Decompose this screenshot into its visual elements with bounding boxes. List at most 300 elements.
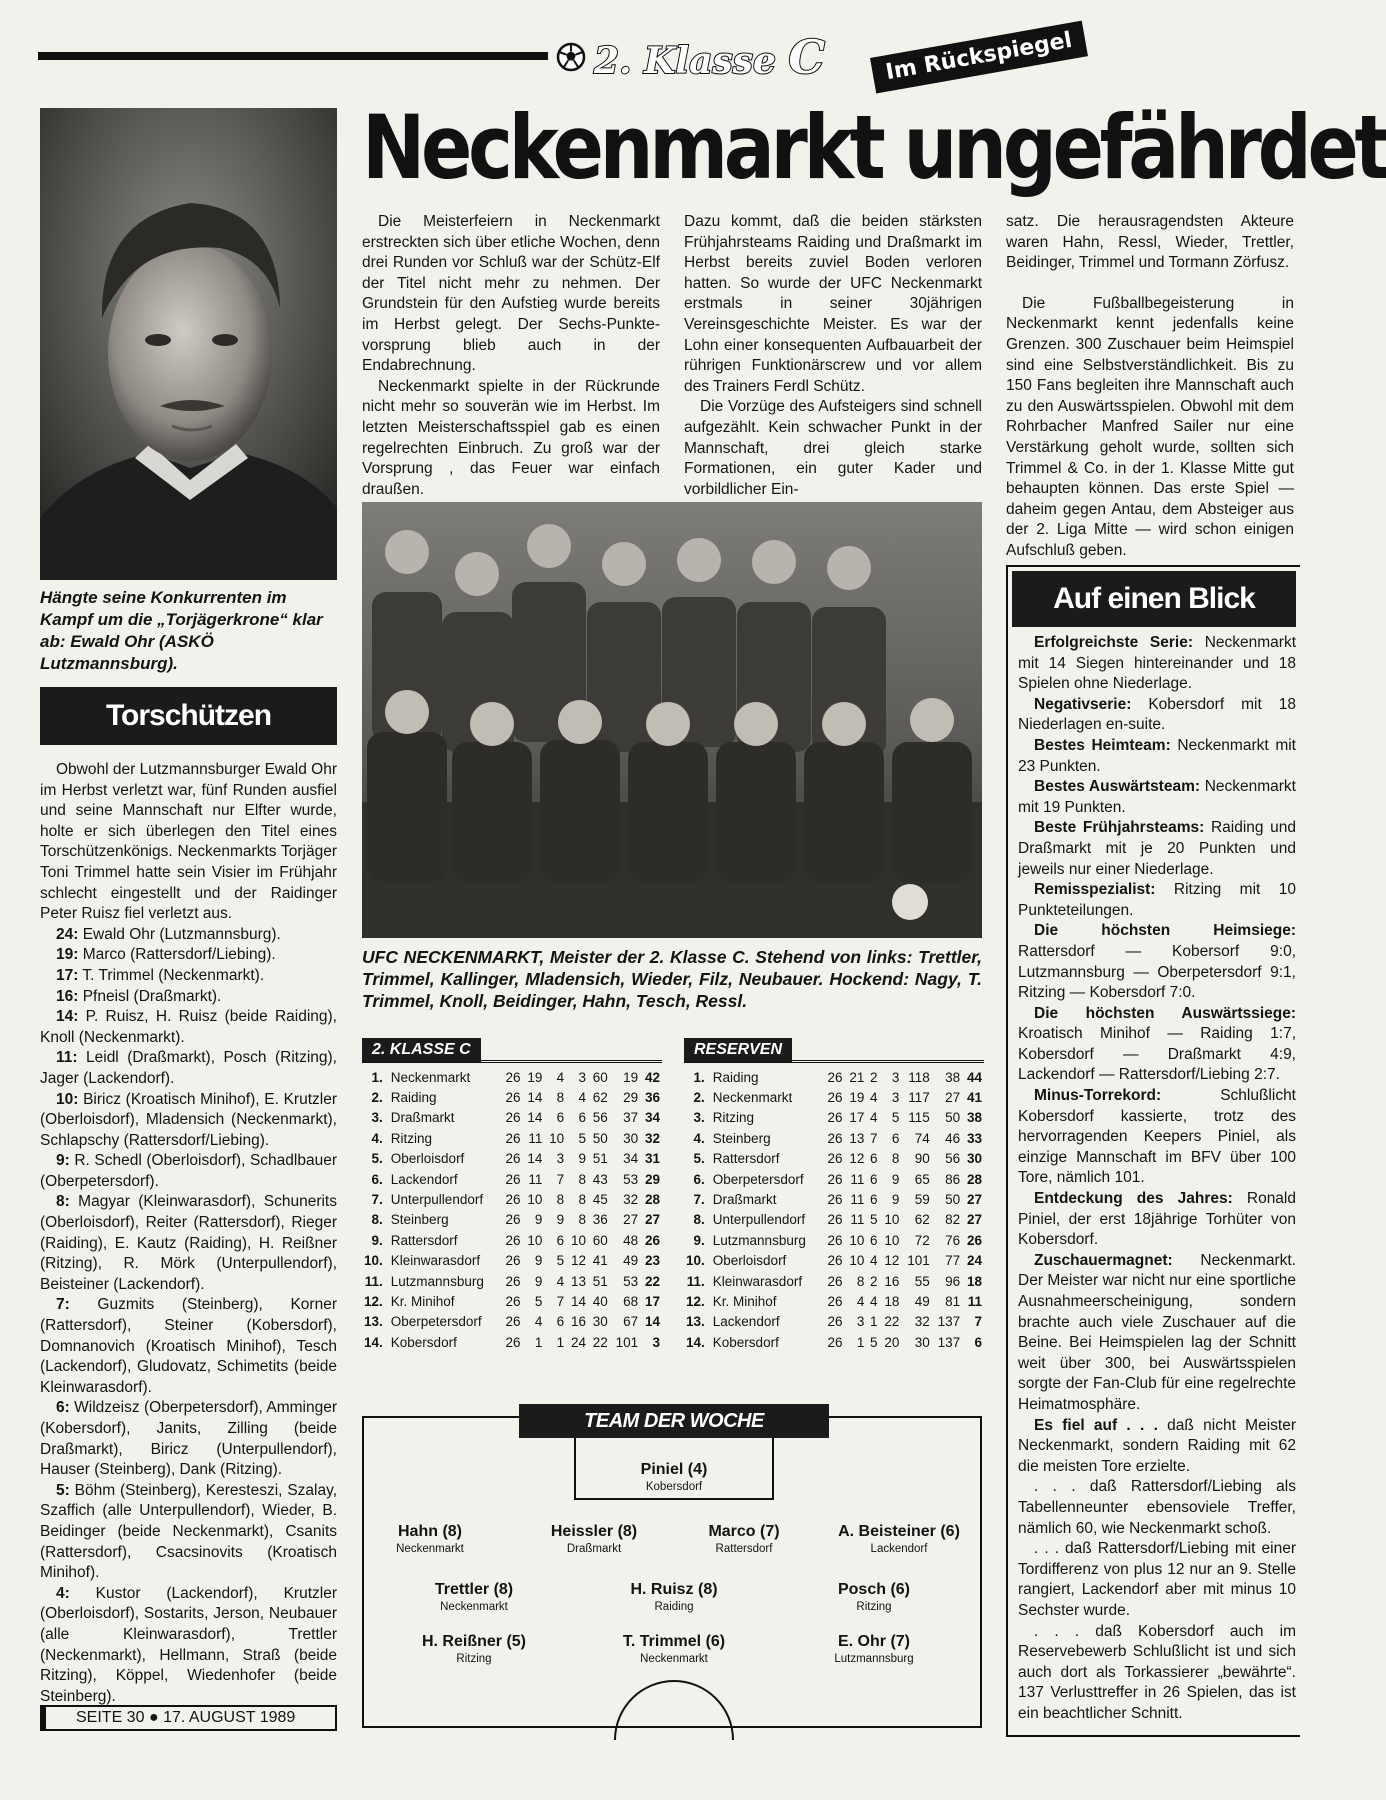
table-rank: 9. bbox=[693, 1232, 705, 1248]
header-rule-left bbox=[38, 52, 548, 60]
glance-item bbox=[1018, 736, 1296, 777]
table-cell: 37 bbox=[623, 1110, 639, 1126]
reserve-table-title bbox=[684, 1038, 792, 1062]
table-cell: 22 bbox=[884, 1314, 900, 1330]
table-cell: 26 bbox=[505, 1293, 521, 1309]
table-cell: 40 bbox=[592, 1293, 608, 1309]
table-cell: 8 bbox=[856, 1273, 865, 1289]
table-points: 42 bbox=[644, 1069, 660, 1085]
table-cell: 21 bbox=[849, 1069, 865, 1085]
article-col3-p2: Die Fußballbegeisterung in Neckenmarkt kennt jedenfalls keine Grenzen. 300 Zuschauer beim Heimspiel sind eine Selbstverständlichkeit. Bis zu 150 Fans begleiten ihre Mannschaft auch zu den Auswärtsspielen. Obwohl mit dem Rohrbacher Manfred Sailer nur eine Verstärkung geholt wurde, sollten sich Trimmel & Co. in der 1. Klasse Mitte gut behaupten können. Das erste Spiel — daheim gegen Antau, dem Absteiger aus der 2. Liga Mitte — wird schon einigen Aufschluß geben. bbox=[1006, 294, 1294, 559]
table-cell: 62 bbox=[914, 1212, 930, 1228]
table-row bbox=[362, 1067, 662, 1087]
portrait-photo bbox=[40, 108, 337, 580]
pitch-center-arc bbox=[614, 1680, 734, 1740]
table-cell: 4 bbox=[578, 1090, 586, 1106]
table-team: Oberpetersdorf bbox=[712, 1171, 804, 1187]
team-photo-caption-text: UFC NECKENMARKT, Meister der 2. Klasse C. Stehend von links: Trettler, Trimmel, Kallinger, Mladensich, Wieder, Filz, Neubauer. Hockend: Nagy, T. Trimmel, Knoll, Beidinger, Hahn, Tesch, Ressl. bbox=[362, 947, 982, 1011]
table-cell: 10 bbox=[884, 1232, 900, 1248]
scorer-entry bbox=[40, 1090, 337, 1152]
team-player bbox=[819, 1522, 979, 1556]
table-cell: 49 bbox=[914, 1293, 930, 1309]
scorer-entry bbox=[40, 1048, 337, 1089]
table-points: 26 bbox=[644, 1232, 660, 1248]
scorer-names: Wildzeisz (Oberpetersdorf), Amminger (Kobersdorf), Janits, Zilling (beide Draßmarkt), Biricz (Unterpullendorf), Hauser (Steinberg), Dank (Ritzing). bbox=[40, 1399, 337, 1479]
table-cell: 9 bbox=[891, 1171, 900, 1187]
table-rank: 10. bbox=[364, 1253, 383, 1269]
glance-items bbox=[1008, 627, 1300, 1724]
table-points: 7 bbox=[974, 1314, 982, 1330]
table-points: 11 bbox=[967, 1293, 982, 1309]
table-points: 22 bbox=[644, 1273, 660, 1289]
table-row bbox=[362, 1210, 662, 1230]
team-player-name: Heissler (8) bbox=[550, 1523, 638, 1540]
scorer-names: T. Trimmel (Neckenmarkt). bbox=[78, 966, 265, 984]
table-cell: 5 bbox=[870, 1212, 878, 1228]
table-cell: 26 bbox=[827, 1314, 843, 1330]
section-label-text: 2. Klasse bbox=[594, 40, 776, 82]
table-rank: 9. bbox=[371, 1232, 383, 1248]
table-rank: 14. bbox=[364, 1334, 383, 1350]
table-cell: 17 bbox=[849, 1110, 865, 1126]
scorer-goals: 8: bbox=[56, 1193, 70, 1211]
team-player-club: Neckenmarkt bbox=[440, 1601, 508, 1613]
table-cell: 10 bbox=[549, 1130, 565, 1146]
glance-item bbox=[1018, 777, 1296, 818]
table-cell: 72 bbox=[914, 1232, 930, 1248]
team-player-name: Piniel (4) bbox=[640, 1461, 708, 1478]
glance-item bbox=[1018, 1416, 1296, 1478]
table-rank: 2. bbox=[693, 1090, 705, 1106]
table-points: 17 bbox=[644, 1293, 660, 1309]
table-cell: 26 bbox=[505, 1130, 521, 1146]
table-cell: 1 bbox=[870, 1314, 878, 1330]
table-cell: 11 bbox=[528, 1171, 543, 1187]
table-cell: 9 bbox=[556, 1212, 565, 1228]
table-cell: 6 bbox=[891, 1130, 900, 1146]
glance-item bbox=[1018, 633, 1296, 695]
team-player-club: Ritzing bbox=[856, 1601, 892, 1613]
glance-item-label: Bestes Auswärtsteam: bbox=[1034, 778, 1201, 796]
table-row bbox=[362, 1108, 662, 1128]
table-cell: 56 bbox=[592, 1110, 608, 1126]
scorer-entry bbox=[40, 1192, 337, 1295]
glance-item-label: Negativserie: bbox=[1034, 695, 1132, 713]
table-cell: 8 bbox=[578, 1171, 586, 1187]
table-cell: 90 bbox=[914, 1151, 930, 1167]
glance-item-text: Neckenmarkt mit 19 Punkten. bbox=[1018, 778, 1296, 816]
table-cell: 56 bbox=[945, 1151, 961, 1167]
table-cell: 53 bbox=[623, 1171, 639, 1187]
table-cell: 7 bbox=[556, 1171, 565, 1187]
table-cell: 51 bbox=[592, 1273, 608, 1289]
table-team: Rattersdorf bbox=[390, 1232, 458, 1248]
article-col1-p1: Die Meisterfeiern in Neckenmarkt erstreckten sich über etliche Wochen, denn drei Runden vor Schluß war der Schütz-Elf der Titel nicht mehr zu nehmen. Der Grundstein für den Aufstieg wurde bereits im Herbst gelegt. Der Sechs-Punkte-vorsprung blieb auch in der Endabrechnung. bbox=[362, 213, 660, 375]
scorer-names: Ewald Ohr (Lutzmannsburg). bbox=[78, 925, 281, 943]
table-cell: 115 bbox=[908, 1110, 930, 1126]
table-cell: 8 bbox=[556, 1090, 565, 1106]
table-team: Kobersdorf bbox=[712, 1334, 779, 1350]
table-team: Lackendorf bbox=[390, 1171, 458, 1187]
team-player bbox=[794, 1632, 954, 1666]
table-points: 23 bbox=[644, 1253, 660, 1269]
table-cell: 34 bbox=[623, 1151, 639, 1167]
table-cell: 68 bbox=[623, 1293, 639, 1309]
table-points: 41 bbox=[966, 1090, 982, 1106]
table-cell: 59 bbox=[914, 1192, 930, 1208]
table-team: Draßmarkt bbox=[712, 1192, 777, 1208]
table-rank: 11. bbox=[364, 1273, 383, 1289]
table-points: 27 bbox=[966, 1192, 982, 1208]
article-col-3 bbox=[1006, 212, 1294, 562]
team-player-club: Raiding bbox=[654, 1601, 694, 1613]
scorer-names: P. Ruisz, H. Ruisz (beide Raiding), Knoll (Neckenmarkt). bbox=[40, 1008, 337, 1046]
article-col-2 bbox=[684, 212, 982, 500]
table-row bbox=[362, 1169, 662, 1189]
table-cell: 7 bbox=[870, 1130, 878, 1146]
table-cell: 11 bbox=[850, 1212, 865, 1228]
table-row bbox=[362, 1149, 662, 1169]
table-cell: 6 bbox=[870, 1232, 878, 1248]
glance-item-text: daß nicht Meister Neckenmarkt, sondern Raiding mit 62 die meisten Tore erzielte. bbox=[1018, 1416, 1296, 1475]
table-cell: 38 bbox=[945, 1069, 961, 1085]
table-cell: 8 bbox=[578, 1212, 586, 1228]
table-row bbox=[362, 1271, 662, 1291]
table-points: 32 bbox=[644, 1130, 660, 1146]
team-player-name: Hahn (8) bbox=[398, 1523, 462, 1540]
table-cell: 137 bbox=[937, 1334, 961, 1350]
table-rank: 8. bbox=[693, 1212, 705, 1228]
table-team: Steinberg bbox=[712, 1130, 771, 1146]
table-cell: 48 bbox=[623, 1232, 639, 1248]
table-cell: 26 bbox=[827, 1273, 843, 1289]
table-cell: 26 bbox=[827, 1212, 843, 1228]
scorer-names: Leidl (Draßmarkt), Posch (Ritzing), Jager (Lackendorf). bbox=[40, 1049, 337, 1087]
scorer-entry bbox=[40, 966, 337, 987]
table-cell: 36 bbox=[592, 1212, 608, 1228]
glance-item-text: Raiding und Draßmarkt mit je 20 Punkten und jeweils nur einer Niederlage. bbox=[1018, 819, 1296, 878]
table-cell: 3 bbox=[891, 1090, 900, 1106]
footer-bar bbox=[40, 1705, 337, 1731]
league-table-title bbox=[362, 1038, 481, 1062]
portrait-caption bbox=[40, 587, 337, 675]
table-points: 34 bbox=[644, 1110, 660, 1126]
table-row bbox=[362, 1087, 662, 1107]
glance-item-text: Neckenmarkt. Der Meister war nicht nur eine sportliche Ausnahmeerscheinigung, sondern brachte auch viele Zuschauer auf die Beine. Bei Heimspielen lag der Schnitt weit über 300, bei Auswärtsspielen sorgte der Fan-Club für eine regelrechte Heimatmosphäre. bbox=[1018, 1251, 1296, 1413]
table-cell: 30 bbox=[623, 1130, 639, 1146]
table-cell: 26 bbox=[827, 1192, 843, 1208]
table-cell: 12 bbox=[570, 1253, 586, 1269]
table-cell: 49 bbox=[623, 1253, 639, 1269]
reserve-table-title-text: RESERVEN bbox=[694, 1041, 783, 1058]
table-cell: 26 bbox=[827, 1090, 843, 1106]
glance-item-label: Zuschauermagnet: bbox=[1034, 1251, 1173, 1269]
scorer-entry bbox=[40, 1398, 337, 1480]
scorer-goals: 16: bbox=[56, 987, 79, 1005]
table-cell: 60 bbox=[592, 1232, 608, 1248]
table-cell: 9 bbox=[534, 1253, 543, 1269]
team-of-week-pitch bbox=[362, 1410, 982, 1728]
table-cell: 2 bbox=[870, 1273, 878, 1289]
table-cell: 5 bbox=[556, 1253, 565, 1269]
table-cell: 3 bbox=[578, 1069, 586, 1085]
table-row bbox=[684, 1189, 984, 1209]
table-points: 44 bbox=[966, 1069, 982, 1085]
table-rank: 8. bbox=[371, 1212, 383, 1228]
table-cell: 26 bbox=[505, 1090, 521, 1106]
table-points: 3 bbox=[652, 1334, 660, 1350]
table-cell: 26 bbox=[827, 1151, 843, 1167]
article-col2-p1: Dazu kommt, daß die beiden stärksten Frühjahrsteams Raiding und Draßmarkt im Herbst bereits zuviel Boden verloren hatten. So wurde der UFC Neckenmarkt erstmals in seiner 30jährigen Vereinsgeschichte Meister. Es war der Lohn einer konsequenten Aufbauarbeit der rührigen Funktionärscrew und vor allem des Trainers Ferdl Schütz. bbox=[684, 213, 982, 395]
table-cell: 82 bbox=[945, 1212, 961, 1228]
table-points: 28 bbox=[644, 1192, 660, 1208]
reserve-table-box bbox=[684, 1038, 984, 1352]
table-cell: 32 bbox=[914, 1314, 930, 1330]
scorer-entry bbox=[40, 987, 337, 1008]
table-cell: 77 bbox=[945, 1253, 961, 1269]
glance-item-text: Neckenmarkt mit 23 Punkten. bbox=[1018, 736, 1296, 775]
table-cell: 13 bbox=[849, 1130, 865, 1146]
table-cell: 29 bbox=[623, 1090, 639, 1106]
table-points: 26 bbox=[966, 1232, 982, 1248]
table-cell: 26 bbox=[827, 1232, 843, 1248]
table-points: 6 bbox=[974, 1334, 982, 1350]
team-player bbox=[514, 1522, 674, 1556]
team-player-club: Kobersdorf bbox=[645, 1481, 703, 1493]
team-player-name: H. Reißner (5) bbox=[421, 1633, 526, 1650]
team-player-club: Ritzing bbox=[456, 1653, 492, 1665]
scorer-names: Guzmits (Steinberg), Korner (Rattersdorf), Steiner (Kobersdorf), Domnanovich (Kroatisch Minihof), Tesch (Lackendorf), Gludovatz, Schimetits (beide Kleinwarasdorf). bbox=[40, 1296, 337, 1396]
table-cell: 4 bbox=[870, 1110, 878, 1126]
team-player-name: Trettler (8) bbox=[434, 1581, 514, 1598]
table-cell: 6 bbox=[556, 1232, 565, 1248]
team-of-week-title bbox=[519, 1404, 829, 1438]
glance-item-label: Remisspezialist: bbox=[1034, 881, 1156, 899]
team-player-name: A. Beisteiner (6) bbox=[838, 1523, 960, 1540]
scorer-goals: 6: bbox=[56, 1399, 70, 1417]
glance-item bbox=[1018, 921, 1296, 1003]
table-team: Kr. Minihof bbox=[390, 1293, 455, 1309]
table-row bbox=[684, 1312, 984, 1332]
table-rank: 13. bbox=[364, 1314, 383, 1330]
table-cell: 3 bbox=[891, 1069, 900, 1085]
table-team: Unterpullendorf bbox=[712, 1212, 806, 1228]
table-rank: 1. bbox=[371, 1069, 383, 1085]
team-player bbox=[350, 1522, 510, 1556]
table-team: Raiding bbox=[712, 1069, 759, 1085]
table-team: Kleinwarasdorf bbox=[390, 1253, 481, 1269]
article-col1-p2: Neckenmarkt spielte in der Rückrunde nicht mehr so souverän wie im Herbst. Im letzten Meisterschaftsspiel gab es einen regelrechten Einbruch. Zu groß war der Vorsprung , das Feuer war einfach draußen. bbox=[362, 377, 660, 498]
scorer-entry bbox=[40, 945, 337, 966]
table-team: Steinberg bbox=[390, 1212, 449, 1228]
table-cell: 19 bbox=[527, 1069, 543, 1085]
table-rank: 6. bbox=[371, 1171, 383, 1187]
glance-item bbox=[1018, 1622, 1296, 1725]
scorer-goals: 4: bbox=[56, 1584, 70, 1602]
table-cell: 16 bbox=[570, 1314, 586, 1330]
table-team: Kr. Minihof bbox=[712, 1293, 777, 1309]
table-cell: 4 bbox=[870, 1090, 878, 1106]
table-cell: 4 bbox=[534, 1314, 543, 1330]
table-cell: 7 bbox=[556, 1293, 565, 1309]
team-player bbox=[594, 1632, 754, 1666]
table-team: Neckenmarkt bbox=[712, 1090, 793, 1106]
table-cell: 60 bbox=[592, 1069, 608, 1085]
table-cell: 14 bbox=[527, 1090, 543, 1106]
table-cell: 137 bbox=[937, 1314, 961, 1330]
table-cell: 5 bbox=[870, 1334, 878, 1350]
table-cell: 3 bbox=[556, 1151, 565, 1167]
table-cell: 45 bbox=[592, 1192, 608, 1208]
table-team: Oberloisdorf bbox=[712, 1253, 787, 1269]
table-team: Oberpetersdorf bbox=[390, 1314, 482, 1330]
table-cell: 26 bbox=[505, 1192, 521, 1208]
table-cell: 50 bbox=[945, 1192, 961, 1208]
table-cell: 50 bbox=[945, 1110, 961, 1126]
scorer-names: Kustor (Lackendorf), Krutzler (Oberloisdorf), Sostarits, Jerson, Neubauer (alle Kleinwarasdorf), Trettler (Neckenmarkt), Hellmann, Straß (beide Ritzing), Köppel, Wiedenhofer (beide Steinberg). bbox=[40, 1584, 337, 1705]
scorer-entry bbox=[40, 1151, 337, 1192]
table-cell: 5 bbox=[891, 1110, 900, 1126]
table-cell: 20 bbox=[884, 1334, 900, 1350]
table-rank: 14. bbox=[686, 1334, 705, 1350]
table-row bbox=[684, 1291, 984, 1311]
glance-item-label: Die höchsten Heimsiege: bbox=[1034, 922, 1296, 940]
glance-item-label: Bestes Heimteam: bbox=[1034, 736, 1171, 754]
table-points: 27 bbox=[644, 1212, 660, 1228]
table-cell: 26 bbox=[827, 1293, 843, 1309]
glance-item bbox=[1018, 695, 1296, 736]
table-cell: 6 bbox=[556, 1110, 565, 1126]
table-row bbox=[684, 1169, 984, 1189]
table-cell: 26 bbox=[505, 1069, 521, 1085]
footer-bullet-icon: ● bbox=[148, 1709, 159, 1726]
glance-item-text: . . . daß Rattersdorf/Liebing als Tabellenneunter ebensoviele Treffer, nämlich 60, wie Neckenmarkt schoß. bbox=[1018, 1478, 1296, 1537]
team-player bbox=[794, 1580, 954, 1614]
table-rank: 2. bbox=[371, 1090, 383, 1106]
table-cell: 3 bbox=[856, 1314, 865, 1330]
glance-box bbox=[1006, 565, 1300, 1737]
team-photo-caption bbox=[362, 946, 982, 1012]
table-rank: 12. bbox=[364, 1293, 383, 1309]
team-player-name: Posch (6) bbox=[837, 1581, 910, 1598]
league-table-title-text: 2. KLASSE C bbox=[372, 1041, 471, 1058]
team-player-club: Neckenmarkt bbox=[640, 1653, 708, 1665]
table-points: 28 bbox=[966, 1171, 982, 1187]
glance-item-text: Kroatisch Minihof — Raiding 1:7, Kobersdorf — Draßmarkt 4:9, Lackendorf — Rattersdorf/Liebing 2:7. bbox=[1018, 1025, 1296, 1084]
table-row bbox=[362, 1291, 662, 1311]
table-team: Draßmarkt bbox=[390, 1110, 455, 1126]
scorer-entry bbox=[40, 1295, 337, 1398]
scorer-goals: 10: bbox=[56, 1090, 79, 1108]
scorer-names: R. Schedl (Oberloisdorf), Schadlbauer (Oberpetersdorf). bbox=[40, 1152, 337, 1190]
stamp-label bbox=[870, 21, 1088, 94]
table-cell: 8 bbox=[578, 1192, 586, 1208]
glance-heading bbox=[1012, 571, 1296, 627]
table-cell: 5 bbox=[534, 1293, 543, 1309]
table-cell: 51 bbox=[592, 1151, 608, 1167]
table-cell: 12 bbox=[849, 1151, 865, 1167]
glance-item bbox=[1018, 1189, 1296, 1251]
table-rank: 7. bbox=[693, 1192, 705, 1208]
section-letter: C bbox=[788, 30, 826, 84]
scorer-goals: 24: bbox=[56, 925, 79, 943]
scorer-names: Böhm (Steinberg), Keresteszi, Szalay, Szaffich (alle Unterpullendorf), Wieder, B. Beidinger (beide Neckenmarkt), Csanits (Rattersdorf), Csacsinovits (Kroatisch Minihof). bbox=[40, 1481, 337, 1582]
table-cell: 10 bbox=[849, 1253, 865, 1269]
table-points: 27 bbox=[966, 1212, 982, 1228]
table-cell: 8 bbox=[891, 1151, 900, 1167]
team-player bbox=[394, 1632, 554, 1666]
scorer-entry bbox=[40, 925, 337, 946]
table-points: 30 bbox=[966, 1151, 982, 1167]
glance-item bbox=[1018, 1251, 1296, 1416]
table-team: Unterpullendorf bbox=[390, 1192, 484, 1208]
table-cell: 14 bbox=[570, 1293, 586, 1309]
table-cell: 27 bbox=[623, 1212, 639, 1228]
table-cell: 86 bbox=[945, 1171, 961, 1187]
table-rank: 5. bbox=[693, 1151, 705, 1167]
table-row bbox=[362, 1189, 662, 1209]
table-cell: 41 bbox=[592, 1253, 608, 1269]
table-cell: 62 bbox=[592, 1090, 608, 1106]
table-cell: 24 bbox=[570, 1334, 586, 1350]
table-cell: 81 bbox=[945, 1293, 961, 1309]
league-table bbox=[362, 1067, 662, 1352]
table-cell: 30 bbox=[914, 1334, 930, 1350]
table-cell: 2 bbox=[870, 1069, 878, 1085]
table-rank: 13. bbox=[686, 1314, 705, 1330]
glance-item-label: Die höchsten Auswärtssiege: bbox=[1034, 1004, 1296, 1022]
table-cell: 1 bbox=[856, 1334, 865, 1350]
portrait-caption-text: Hängte seine Konkurrenten im Kampf um die „Torjägerkrone“ klar ab: Ewald Ohr (ASKÖ Lutzmannsburg). bbox=[40, 588, 323, 673]
section-label bbox=[594, 32, 825, 82]
team-player-club: Lackendorf bbox=[870, 1543, 928, 1555]
table-cell: 101 bbox=[615, 1334, 639, 1350]
headline bbox=[362, 96, 1386, 199]
glance-item bbox=[1018, 1004, 1296, 1086]
table-team: Lutzmannsburg bbox=[390, 1273, 484, 1289]
scorer-entry bbox=[40, 1584, 337, 1708]
table-team: Kleinwarasdorf bbox=[712, 1273, 803, 1289]
glance-item bbox=[1018, 880, 1296, 921]
table-row bbox=[684, 1149, 984, 1169]
stamp-text: Im Rückspiegel bbox=[883, 27, 1074, 86]
table-cell: 26 bbox=[505, 1314, 521, 1330]
table-rank: 1. bbox=[693, 1069, 705, 1085]
table-cell: 26 bbox=[827, 1253, 843, 1269]
table-cell: 19 bbox=[849, 1090, 865, 1106]
glance-item bbox=[1018, 1477, 1296, 1539]
team-player bbox=[594, 1580, 754, 1614]
table-cell: 4 bbox=[556, 1069, 565, 1085]
table-cell: 50 bbox=[592, 1130, 608, 1146]
table-row bbox=[362, 1312, 662, 1332]
table-team: Lackendorf bbox=[712, 1314, 780, 1330]
table-cell: 9 bbox=[534, 1212, 543, 1228]
scorer-entry bbox=[40, 1007, 337, 1048]
table-points: 18 bbox=[966, 1273, 982, 1289]
table-cell: 117 bbox=[908, 1090, 930, 1106]
table-cell: 43 bbox=[592, 1171, 608, 1187]
team-player bbox=[664, 1522, 824, 1556]
table-team: Lutzmannsburg bbox=[712, 1232, 806, 1248]
scorer-entry bbox=[40, 1481, 337, 1584]
table-cell: 26 bbox=[505, 1171, 521, 1187]
table-rank: 5. bbox=[371, 1151, 383, 1167]
table-cell: 101 bbox=[907, 1253, 930, 1269]
team-player-name: E. Ohr (7) bbox=[837, 1633, 910, 1650]
table-cell: 26 bbox=[505, 1151, 521, 1167]
scorer-goals: 19: bbox=[56, 946, 79, 964]
